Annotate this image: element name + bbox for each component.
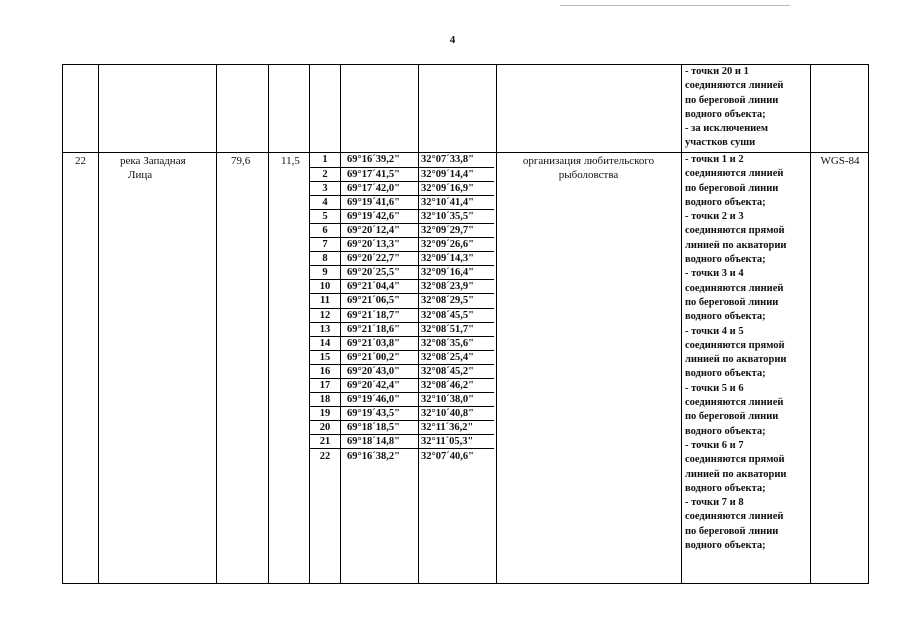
longitude: 32°08´45,2"	[417, 364, 494, 378]
coordinate-row	[310, 322, 494, 336]
coordinate-row	[310, 435, 494, 449]
longitude: 32°10´41,4"	[417, 195, 494, 209]
longitude: 32°07´33,8"	[417, 153, 494, 167]
point-number: 12	[310, 308, 340, 322]
latitude: 69°17´42,0"	[340, 181, 417, 195]
coordinate-row	[310, 195, 494, 209]
coordinate-row	[310, 153, 494, 167]
coordinate-row	[310, 379, 494, 393]
water-body-name: река Западная Лица	[120, 155, 186, 181]
latitude: 69°21´04,4"	[340, 280, 417, 294]
longitude: 32°08´23,9"	[417, 280, 494, 294]
point-number: 20	[310, 421, 340, 435]
coordinate-row	[310, 364, 494, 378]
longitude: 32°10´40,8"	[417, 407, 494, 421]
latitude: 69°19´43,5"	[340, 407, 417, 421]
coordinate-row	[310, 308, 494, 322]
longitude: 32°09´14,3"	[417, 252, 494, 266]
point-number: 11	[310, 294, 340, 308]
coordinate-row	[310, 209, 494, 223]
longitude: 32°09´29,7"	[417, 223, 494, 237]
latitude: 69°21´18,7"	[340, 308, 417, 322]
latitude: 69°21´06,5"	[340, 294, 417, 308]
longitude: 32°08´46,2"	[417, 379, 494, 393]
point-number: 5	[310, 209, 340, 223]
coordinates-table	[310, 153, 494, 463]
point-number: 3	[310, 181, 340, 195]
coordinate-row	[310, 336, 494, 350]
coordinate-row	[310, 294, 494, 308]
point-number: 2	[310, 167, 340, 181]
col-divider	[268, 65, 269, 583]
coordinate-row	[310, 280, 494, 294]
longitude: 32°08´45,5"	[417, 308, 494, 322]
latitude: 69°18´18,5"	[340, 421, 417, 435]
latitude: 69°20´12,4"	[340, 223, 417, 237]
coord-system: WGS-84	[820, 155, 860, 167]
point-number: 8	[310, 252, 340, 266]
latitude: 69°19´46,0"	[340, 393, 417, 407]
scan-top-rule	[560, 5, 790, 6]
latitude: 69°17´41,5"	[340, 167, 417, 181]
coordinate-row	[310, 449, 494, 463]
coordinate-row	[310, 181, 494, 195]
latitude: 69°20´43,0"	[340, 364, 417, 378]
point-number: 4	[310, 195, 340, 209]
longitude: 32°08´51,7"	[417, 322, 494, 336]
col-divider	[681, 65, 682, 583]
coordinate-row	[310, 393, 494, 407]
point-number: 18	[310, 393, 340, 407]
point-number: 13	[310, 322, 340, 336]
point-number: 10	[310, 280, 340, 294]
latitude: 69°20´42,4"	[340, 379, 417, 393]
latitude: 69°21´03,8"	[340, 336, 417, 350]
longitude: 32°11´05,3"	[417, 435, 494, 449]
coordinate-row	[310, 350, 494, 364]
coordinate-row	[310, 266, 494, 280]
coordinate-row	[310, 252, 494, 266]
longitude: 32°09´16,9"	[417, 181, 494, 195]
point-number: 22	[319, 450, 331, 462]
coordinate-row	[310, 421, 494, 435]
row-number: 22	[75, 155, 86, 167]
point-number: 21	[310, 435, 340, 449]
longitude: 32°10´35,5"	[417, 209, 494, 223]
point-number: 15	[310, 350, 340, 364]
col-divider	[98, 65, 99, 583]
longitude: 32°09´16,4"	[417, 266, 494, 280]
col-divider	[810, 65, 811, 583]
value-2: 11,5	[281, 155, 300, 167]
point-number: 16	[310, 364, 340, 378]
coordinate-row	[310, 238, 494, 252]
latitude: 69°18´14,8"	[340, 435, 417, 449]
coordinate-row	[310, 223, 494, 237]
longitude: 32°08´29,5"	[417, 294, 494, 308]
latitude: 69°19´42,6"	[340, 209, 417, 223]
purpose: организация любительского рыболовства	[522, 155, 655, 181]
registry-table	[62, 64, 869, 584]
col-divider	[496, 65, 497, 583]
longitude: 32°08´35,6"	[417, 336, 494, 350]
longitude: 32°09´26,6"	[417, 238, 494, 252]
latitude: 69°16´38,2"	[347, 450, 400, 462]
latitude: 69°16´39,2"	[340, 153, 417, 167]
point-number: 1	[310, 153, 340, 167]
point-number: 14	[310, 336, 340, 350]
boundary-notes: - точки 1 и 2 соединяются линией по береговой линии водного объекта; - точки 2 и 3 соединяются прямой линией по акватории водного объекта; - точки 3 и 4 соединяются линией по береговой линии водного объекта; - точки 4 и 5 соединяются прямой линией по акватории водного объекта; - точки 5 и 6 соединяются линией по береговой линии водного объекта; - точки 6 и 7 соединяются прямой линией по акватории водного объекта; - точки 7 и 8 соединяются линией по береговой линии водного объекта;	[685, 154, 787, 552]
longitude: 32°08´25,4"	[417, 350, 494, 364]
value-1: 79,6	[231, 155, 251, 167]
point-number: 19	[310, 407, 340, 421]
latitude: 69°20´13,3"	[340, 238, 417, 252]
latitude: 69°21´00,2"	[340, 350, 417, 364]
longitude: 32°11´36,2"	[417, 421, 494, 435]
longitude: 32°09´14,4"	[417, 167, 494, 181]
point-number: 7	[310, 238, 340, 252]
latitude: 69°20´22,7"	[340, 252, 417, 266]
col-divider	[216, 65, 217, 583]
coordinate-row	[310, 407, 494, 421]
coordinate-row	[310, 167, 494, 181]
latitude: 69°20´25,5"	[340, 266, 417, 280]
point-number: 9	[310, 266, 340, 280]
point-number: 6	[310, 223, 340, 237]
latitude: 69°21´18,6"	[340, 322, 417, 336]
page-number: 4	[449, 34, 456, 46]
prev-row-notes: - точки 20 и 1 соединяются линией по береговой линии водного объекта; - за исключением участков суши	[685, 66, 784, 149]
point-number: 17	[310, 379, 340, 393]
latitude: 69°19´41,6"	[340, 195, 417, 209]
longitude: 32°07´40,6"	[421, 450, 474, 462]
longitude: 32°10´38,0"	[417, 393, 494, 407]
